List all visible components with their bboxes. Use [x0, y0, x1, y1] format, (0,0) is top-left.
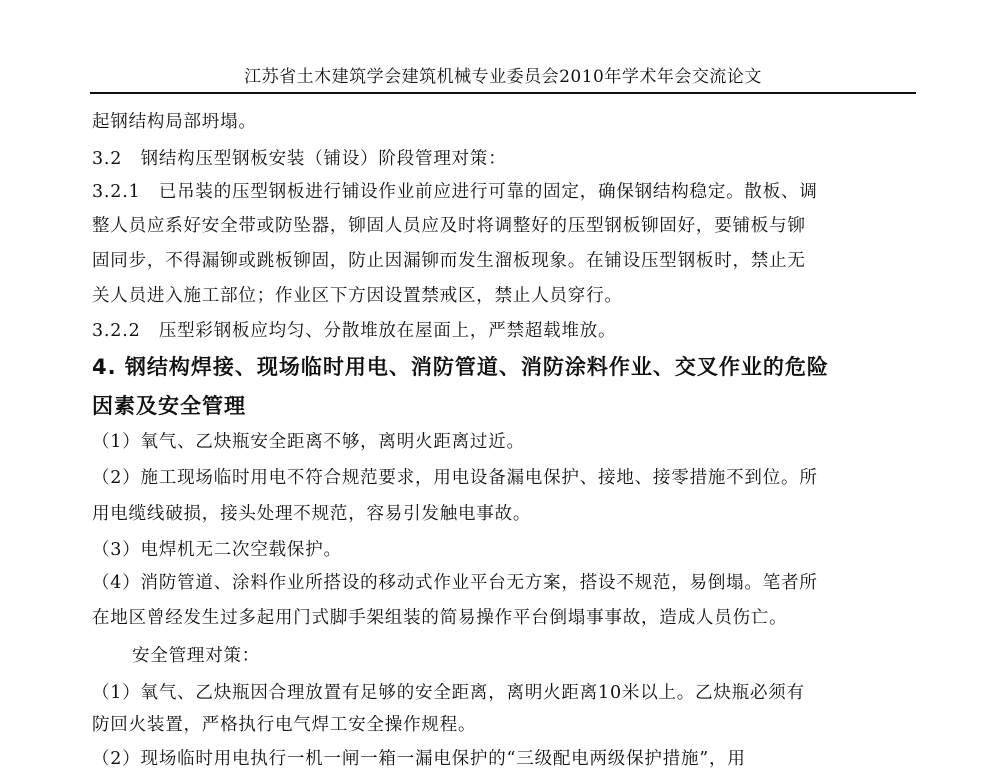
cutoff-line: （2）现场临时用电执行一机一闸一箱一漏电保护的“三级配电两级保护措施”，用	[92, 749, 746, 769]
list-item: （3）电焊机无二次空载保护。	[92, 540, 342, 560]
page-header: 江苏省土木建筑学会建筑机械专业委员会2010年学术年会交流论文	[244, 67, 762, 87]
paragraph-line: 整人员应系好安全带或防坠器，铆固人员应及时将调整好的压型钢板铆固好，要铺板与铆	[92, 216, 806, 236]
paragraph-line: 3.2.1 已吊装的压型钢板进行铺设作业前应进行可靠的固定，确保钢结构稳定。散板、调	[92, 182, 818, 202]
section-heading-4-cont: 因素及安全管理	[92, 394, 246, 418]
paragraph-line: 固同步，不得漏铆或跳板铆固，防止因漏铆而发生溜板现象。在铺设压型钢板时，禁止无	[92, 251, 806, 271]
section-heading-4: 4. 钢结构焊接、现场临时用电、消防管道、消防涂料作业、交叉作业的危险	[92, 355, 829, 379]
countermeasure-label: 安全管理对策：	[132, 646, 261, 666]
paragraph-line: 关人员进入施工部位；作业区下方因设置禁戒区，禁止人员穿行。	[92, 286, 623, 306]
paragraph-line: 起钢结构局部坍塌。	[92, 112, 257, 132]
list-item: （2）施工现场临时用电不符合规范要求，用电设备漏电保护、接地、接零措施不到位。所	[92, 468, 818, 488]
list-item: （1）氧气、乙炔瓶安全距离不够，离明火距离过近。	[92, 432, 525, 452]
paragraph-line: 3.2.2 压型彩钢板应均匀、分散堆放在屋面上，严禁超载堆放。	[92, 321, 617, 341]
list-item-cont: 防回火装置，严格执行电气焊工安全操作规程。	[92, 715, 477, 735]
header-rule	[90, 92, 916, 94]
list-item-cont: 在地区曾经发生过多起用门式脚手架组装的简易操作平台倒塌事事故，造成人员伤亡。	[92, 608, 788, 628]
list-item-cont: 用电缆线破损，接头处理不规范，容易引发触电事故。	[92, 504, 532, 524]
list-item: （1）氧气、乙炔瓶因合理放置有足够的安全距离，离明火距离10米以上。乙炔瓶必须有	[92, 683, 805, 703]
subsection-heading-3-2: 3.2 钢结构压型钢板安装（铺设）阶段管理对策：	[92, 149, 507, 169]
list-item: （4）消防管道、涂料作业所搭设的移动式作业平台无方案，搭设不规范，易倒塌。笔者所	[92, 573, 818, 593]
